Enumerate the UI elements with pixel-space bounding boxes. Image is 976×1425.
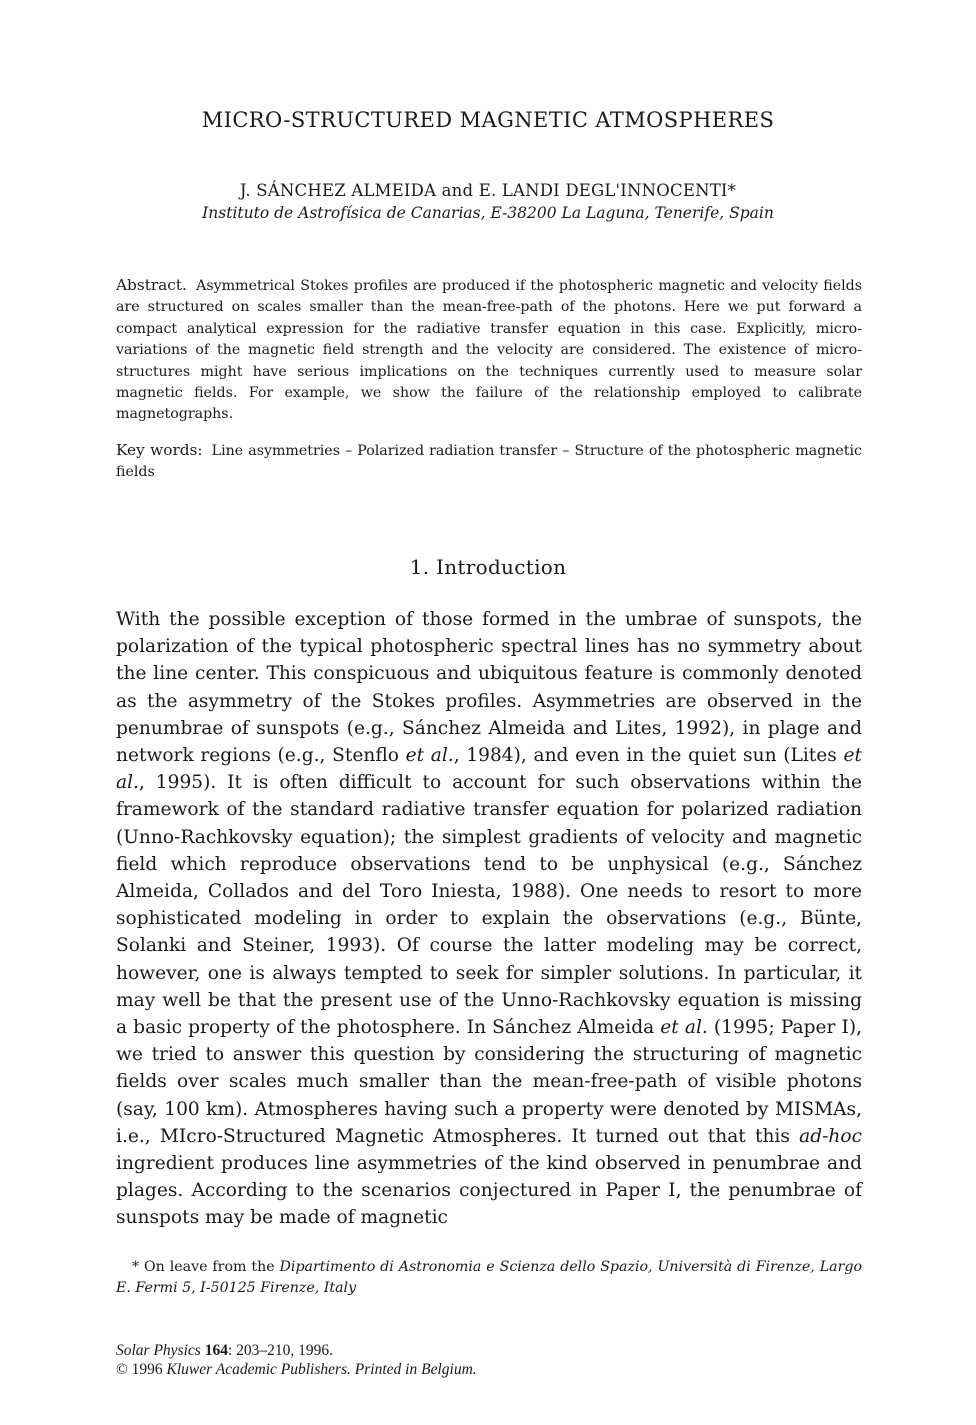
journal-name: Solar Physics: [116, 1342, 201, 1359]
journal-volume: 164: [204, 1342, 228, 1359]
introduction-body: [116, 606, 862, 1232]
publisher: Kluwer Academic Publishers. Printed in Belgium.: [166, 1361, 477, 1378]
abstract-label: Abstract.: [116, 276, 187, 294]
text-run: , 1984), and even in the quiet sun (Lites: [453, 745, 844, 767]
keywords-label: Key words:: [116, 441, 203, 459]
abstract: [116, 275, 862, 426]
text-run: With the possible exception of those formed in the umbrae of sunspots, the polarization of the typical photospheric spectral lines has no symmetry about the line center. This conspicuous and ubiquitous feature is commonly denoted as the asymmetry of the Stokes profiles. Asymmetries are observed in the penumbrae of sunspots (e.g., Sánchez Almeida and Lites, 1992), in plage and network regions (e.g., Stenflo: [116, 609, 862, 767]
citation-et-al: et al.: [660, 1017, 708, 1039]
abstract-text: Asymmetrical Stokes profiles are produced if the photospheric magnetic and velocity fields are structured on scales smaller than the mean-free-path of the photons. Here we put forward a compact analytical expression for the radiative transfer equation in this case. Explicitly, micro-variations of the magnetic field strength and the velocity are considered. The existence of micro-structures might have serious implications on the techniques currently used to measure solar magnetic fields. For example, we show the failure of the relationship employed to calibrate magnetographs.: [116, 278, 862, 423]
section-heading-introduction: 1. Introduction: [409, 555, 567, 579]
journal-pages: : 203–210, 1996.: [227, 1342, 333, 1359]
text-run: , 1995). It is often difficult to account for such observations within the framework of the standard radiative transfer equation for polarized radiation (Unno-Rachkovsky equation); the simplest gradients of velocity and magnetic field which reproduce observations tend to be unphysical (e.g., Sánchez Almeida, Collados and del Toro Iniesta, 1988). One needs to resort to more sophisticated modeling in order to explain the observations (e.g., Bünte, Solanki and Steiner, 1993). Of course the latter modeling may be correct, however, one is always tempted to seek for simpler solutions. In particular, it may well be that the present use of the Unno-Rachkovsky equation is missing a basic property of the photosphere. In Sánchez Almeida: [116, 772, 862, 1039]
journal-line: [116, 1341, 816, 1360]
citation-et-al: et al.: [116, 745, 862, 794]
text-run: ingredient produces line asymmetries of the kind observed in penumbrae and plages. According to the scenarios conjectured in Paper I, the penumbrae of sunspots may be made of magnetic: [116, 1153, 862, 1229]
footnote-text: Dipartimento di Astronomia e Scienza dello Spazio, Università di Firenze, Largo E. Fermi 5, I-50125 Firenze, Italy: [116, 1259, 862, 1296]
journal-citation: [116, 1341, 816, 1379]
copyright-line: [116, 1360, 816, 1379]
citation-et-al: et al.: [405, 745, 454, 767]
author-list: J. SÁNCHEZ ALMEIDA and E. LANDI DEGL'INNOCENTI*: [239, 181, 737, 200]
text-run: (1995; Paper I), we tried to answer this question by considering the structuring of magnetic fields over scales much smaller than the mean-free-path of visible photons (say, 100 km). Atmospheres having such a property were denoted by MISMAs, i.e., MIcro-Structured Magnetic Atmospheres. It turned out that this: [116, 1017, 862, 1147]
footnote: [116, 1257, 862, 1299]
keywords: [116, 440, 862, 484]
paper-title: MICRO-STRUCTURED MAGNETIC ATMOSPHERES: [201, 108, 775, 132]
author-affiliation: Instituto de Astrofísica de Canarias, E-38200 La Laguna, Tenerife, Spain: [202, 204, 774, 222]
copyright-year: 1996: [131, 1361, 163, 1378]
copyright-symbol: ©: [116, 1361, 128, 1378]
emphasis-ad-hoc: ad-hoc: [799, 1125, 862, 1147]
footnote-marker: *: [132, 1259, 140, 1275]
footnote-body: [116, 1257, 862, 1299]
paragraph: [116, 606, 862, 1232]
keywords-text: Line asymmetries – Polarized radiation transfer – Structure of the photospheric magnetic fields: [116, 443, 862, 481]
footnote-prefix: On leave from the: [144, 1259, 280, 1275]
